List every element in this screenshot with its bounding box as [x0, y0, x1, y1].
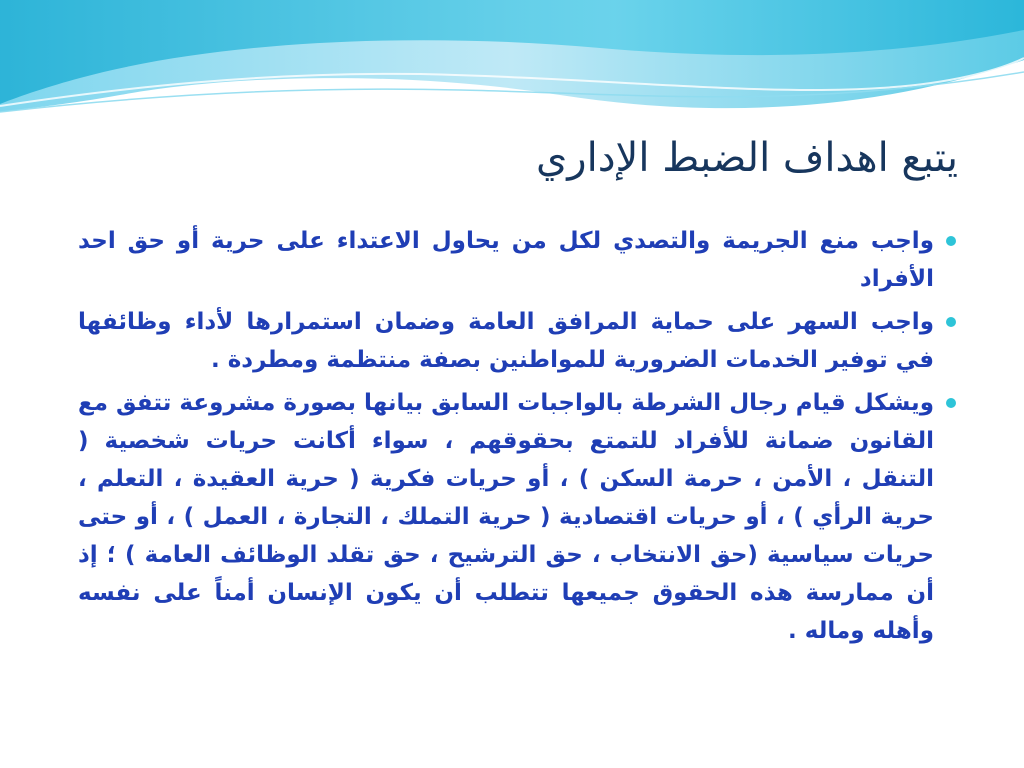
- bullet-dot-icon: [946, 398, 956, 408]
- list-item: [78, 384, 958, 650]
- wave-header-decoration: [0, 0, 1024, 130]
- bullet-dot-icon: [946, 236, 956, 246]
- bullet-text: واجب منع الجريمة والتصدي لكل من يحاول الاعتداء على حرية أو حق احد الأفراد: [78, 228, 934, 292]
- bullet-text: ويشكل قيام رجال الشرطة بالواجبات السابق بيانها بصورة مشروعة تتفق مع القانون ضمانة للأفراد للتمتع بحقوقهم ، سواء أكانت حريات شخصية ( التنقل ، الأمن ، حرمة السكن ) ، أو حريات فكرية ( حرية العقيدة ، التعلم ، حرية الرأي ) ، أو حريات اقتصادية ( حرية التملك ، التجارة ، العمل ) ، أو حتى حريات سياسية (حق الانتخاب ، حق الترشيح ، حق تقلد الوظائف العامة ) ؛ إذ أن ممارسة هذه الحقوق جميعها تتطلب أن يكون الإنسان أمناً على نفسه وأهله وماله .: [78, 390, 934, 644]
- slide-title: يتبع اهداف الضبط الإداري: [536, 135, 958, 181]
- bullet-text: واجب السهر على حماية المرافق العامة وضمان استمرارها لأداء وظائفها في توفير الخدمات الضرورية للمواطنين بصفة منتظمة ومطردة .: [78, 309, 934, 373]
- bullet-dot-icon: [946, 317, 956, 327]
- list-item: [78, 303, 958, 379]
- list-item: [78, 222, 958, 298]
- bullet-list: [78, 222, 958, 655]
